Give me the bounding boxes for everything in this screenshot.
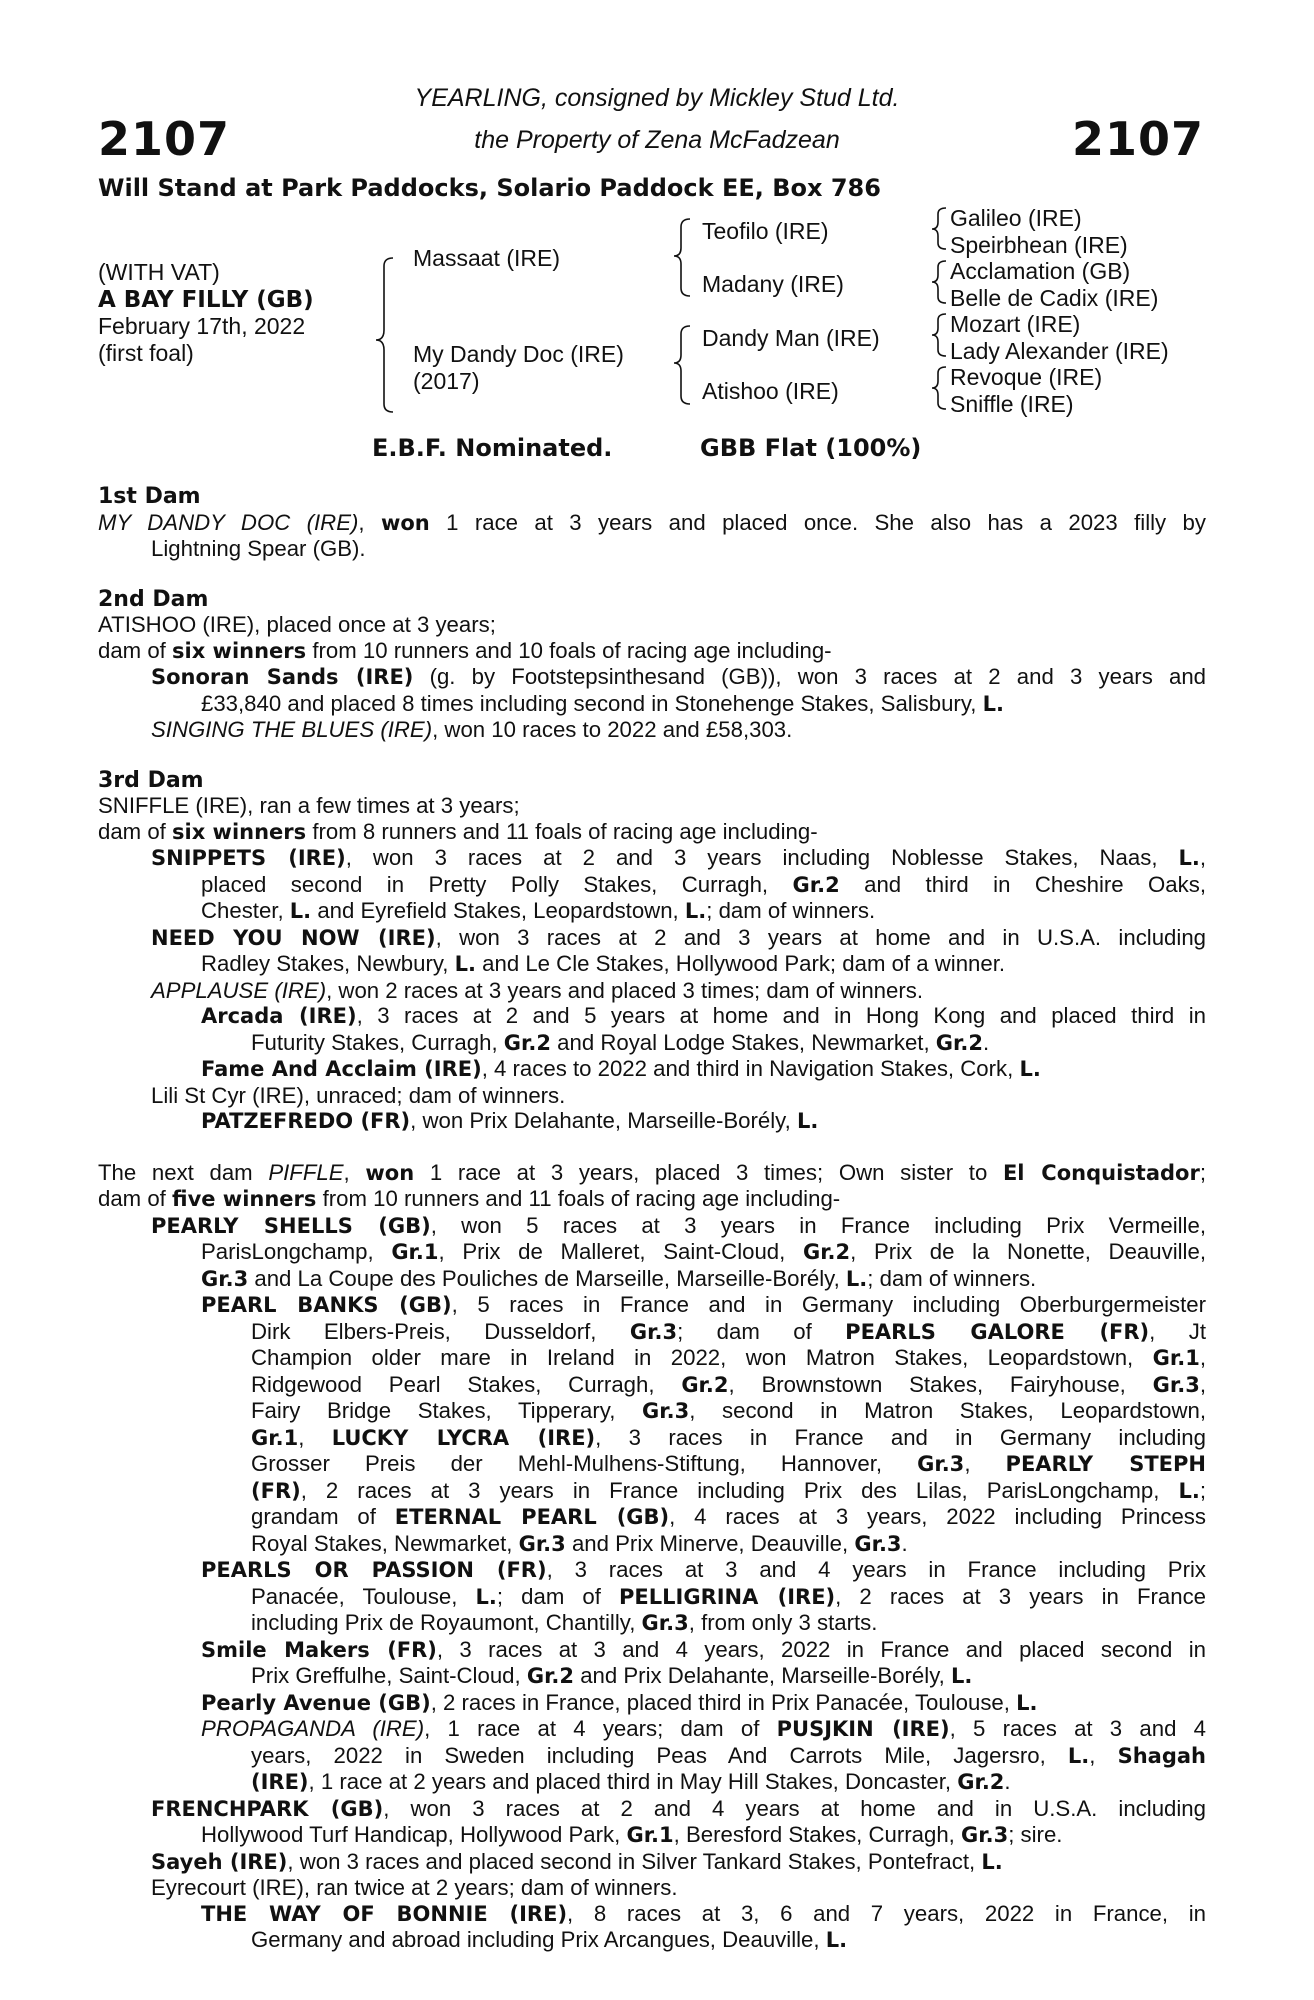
- second-dam-line: dam of six winners from 10 runners and 10 foals of racing age including-: [98, 637, 832, 663]
- next-dam-line: PEARLY SHELLS (GB), won 5 races at 3 years in France including Prix Vermeille,: [151, 1212, 1206, 1238]
- third-dam-line: Lili St Cyr (IRE), unraced; dam of winners.: [151, 1082, 566, 1108]
- third-dam-line: Fame And Acclaim (IRE), 4 races to 2022 and third in Navigation Stakes, Cork, L.: [201, 1056, 1041, 1081]
- ancestor: Acclamation (GB): [950, 258, 1131, 284]
- foal-note: (first foal): [98, 340, 194, 366]
- third-dam-line: PATZEFREDO (FR), won Prix Delahante, Marseille-Borély, L.: [201, 1108, 819, 1133]
- dam: My Dandy Doc (IRE): [413, 341, 624, 367]
- next-dam-line: grandam of ETERNAL PEARL (GB), 4 races at 3 years, 2022 including Princess: [251, 1504, 1206, 1529]
- next-dam-line: Dirk Elbers-Preis, Dusseldorf, Gr.3; dam of PEARLS GALORE (FR), Jt: [251, 1318, 1206, 1344]
- next-dam-line: Sayeh (IRE), won 3 races and placed second in Silver Tankard Stakes, Pontefract, L.: [151, 1848, 1003, 1874]
- stabling-location: Will Stand at Park Paddocks, Solario Paddock EE, Box 786: [98, 174, 881, 202]
- next-dam-line: Panacée, Toulouse, L.; dam of PELLIGRINA (IRE), 2 races at 3 years in France: [251, 1583, 1207, 1609]
- next-dam-line: FRENCHPARK (GB), won 3 races at 2 and 4 years at home and in U.S.A. including: [151, 1795, 1206, 1821]
- first-dam-heading: 1st Dam: [98, 484, 201, 509]
- second-dam-line: £33,840 and placed 8 times including second in Stonehenge Stakes, Salisbury, L.: [201, 690, 1004, 716]
- next-dam-line: Gr.1, LUCKY LYCRA (IRE), 3 races in France and in Germany including: [251, 1424, 1206, 1450]
- next-dam-line: Germany and abroad including Prix Arcangues, Deauville, L.: [251, 1927, 848, 1952]
- next-dam-line: PEARLS OR PASSION (FR), 3 races at 3 and 4 years in France including Prix: [201, 1557, 1207, 1582]
- next-dam-line: including Prix de Royaumont, Chantilly, Gr.3, from only 3 starts.: [251, 1610, 878, 1635]
- lot-number-left: 2107: [98, 112, 231, 166]
- second-dam-line: SINGING THE BLUES (IRE), won 10 races to 2022 and £58,303.: [151, 717, 793, 742]
- next-dam-line: Hollywood Turf Handicap, Hollywood Park, Gr.1, Beresford Stakes, Curragh, Gr.3; sire.: [201, 1822, 1063, 1847]
- ancestor: Sniffle (IRE): [950, 391, 1074, 417]
- third-dam-line: SNIFFLE (IRE), ran a few times at 3 years;: [98, 793, 520, 818]
- next-dam-line: Champion older mare in Ireland in 2022, won Matron Stakes, Leopardstown, Gr.1,: [251, 1345, 1206, 1370]
- next-dam-line: Pearly Avenue (GB), 2 races in France, placed third in Prix Panacée, Toulouse, L.: [201, 1689, 1038, 1715]
- next-dam-line: (IRE), 1 race at 2 years and placed third in May Hill Stakes, Doncaster, Gr.2.: [251, 1769, 1011, 1794]
- third-dam-line: dam of six winners from 8 runners and 11 foals of racing age including-: [98, 818, 818, 844]
- gbb-badge: GBB Flat (100%): [700, 434, 922, 462]
- ebf-badge: E.B.F. Nominated.: [372, 434, 613, 462]
- ancestor: Lady Alexander (IRE): [950, 338, 1169, 364]
- next-dam-line: Royal Stakes, Newmarket, Gr.3 and Prix Minerve, Deauville, Gr.3.: [251, 1530, 908, 1556]
- third-dam-line: APPLAUSE (IRE), won 2 races at 3 years and placed 3 times; dam of winners.: [151, 977, 923, 1003]
- ancestor: Mozart (IRE): [950, 311, 1081, 337]
- foaling-date: February 17th, 2022: [98, 313, 306, 339]
- next-dam-line: ParisLongchamp, Gr.1, Prix de Malleret, Saint-Cloud, Gr.2, Prix de la Nonette, Deauville,: [201, 1239, 1206, 1264]
- next-dam-line: PEARL BANKS (GB), 5 races in France and in Germany including Oberburgermeister: [201, 1292, 1206, 1317]
- dam-sire: Dandy Man (IRE): [702, 325, 880, 351]
- next-dam-line: Fairy Bridge Stakes, Tipperary, Gr.3, second in Matron Stakes, Leopardstown,: [251, 1398, 1206, 1423]
- next-dam-line: Gr.3 and La Coupe des Pouliches de Marseille, Marseille-Borély, L.; dam of winners.: [201, 1265, 1037, 1291]
- third-dam-line: NEED YOU NOW (IRE), won 3 races at 2 and 3 years at home and in U.S.A. including: [151, 924, 1207, 950]
- consignment-line: YEARLING, consigned by Mickley Stud Ltd.: [414, 84, 900, 112]
- horse-name: A BAY FILLY (GB): [98, 287, 314, 313]
- sire-dam: Madany (IRE): [702, 271, 844, 297]
- next-dam-line: THE WAY OF BONNIE (IRE), 8 races at 3, 6 and 7 years, 2022 in France, in: [201, 1900, 1206, 1926]
- second-dam-line: ATISHOO (IRE), placed once at 3 years;: [98, 612, 496, 637]
- third-dam-line: placed second in Pretty Polly Stakes, Curragh, Gr.2 and third in Cheshire Oaks,: [201, 871, 1206, 897]
- third-dam-heading: 3rd Dam: [98, 767, 204, 793]
- sire-sire: Teofilo (IRE): [702, 218, 829, 244]
- third-dam-line: SNIPPETS (IRE), won 3 races at 2 and 3 years including Noblesse Stakes, Naas, L.,: [151, 845, 1206, 870]
- first-dam-line: MY DANDY DOC (IRE), won 1 race at 3 years and placed once. She also has a 2023 filly by: [98, 509, 1206, 535]
- dam-dam: Atishoo (IRE): [702, 378, 839, 404]
- second-dam-heading: 2nd Dam: [98, 586, 209, 612]
- third-dam-line: Radley Stakes, Newbury, L. and Le Cle Stakes, Hollywood Park; dam of a winner.: [201, 951, 1006, 976]
- next-dam-line: Ridgewood Pearl Stakes, Curragh, Gr.2, Brownstown Stakes, Fairyhouse, Gr.3,: [251, 1371, 1206, 1397]
- property-line: the Property of Zena McFadzean: [474, 126, 840, 154]
- next-dam-line: Prix Greffulhe, Saint-Cloud, Gr.2 and Prix Delahante, Marseille-Borély, L.: [251, 1663, 973, 1688]
- next-dam-line: Grosser Preis der Mehl-Mulhens-Stiftung, Hannover, Gr.3, PEARLY STEPH: [251, 1451, 1206, 1476]
- ancestor: Speirbhean (IRE): [950, 232, 1128, 258]
- ancestor: Belle de Cadix (IRE): [950, 285, 1159, 311]
- ancestor: Galileo (IRE): [950, 205, 1082, 231]
- pedigree-braces: [0, 0, 1314, 430]
- lot-number-right: 2107: [1071, 112, 1204, 166]
- catalogue-body: [98, 484, 1206, 1954]
- dam-year: (2017): [413, 368, 480, 394]
- first-dam-line: Lightning Spear (GB).: [151, 536, 366, 561]
- next-dam-line: dam of five winners from 10 runners and 11 foals of racing age including-: [98, 1186, 841, 1211]
- third-dam-line: Chester, L. and Eyrefield Stakes, Leopardstown, L.; dam of winners.: [201, 898, 876, 923]
- sire: Massaat (IRE): [413, 245, 560, 271]
- next-dam-line: Smile Makers (FR), 3 races at 3 and 4 years, 2022 in France and placed second in: [201, 1636, 1206, 1662]
- third-dam-line: Arcada (IRE), 3 races at 2 and 5 years at home and in Hong Kong and placed third in: [201, 1003, 1206, 1028]
- third-dam-line: Futurity Stakes, Curragh, Gr.2 and Royal Lodge Stakes, Newmarket, Gr.2.: [251, 1029, 990, 1055]
- vat-note: (WITH VAT): [98, 259, 220, 285]
- next-dam-line: Eyrecourt (IRE), ran twice at 2 years; dam of winners.: [151, 1875, 678, 1900]
- next-dam-line: years, 2022 in Sweden including Peas And Carrots Mile, Jagersro, L., Shagah: [251, 1742, 1206, 1768]
- next-dam-line: PROPAGANDA (IRE), 1 race at 4 years; dam of PUSJKIN (IRE), 5 races at 3 and 4: [201, 1716, 1206, 1741]
- second-dam-line: Sonoran Sands (IRE) (g. by Footstepsinthesand (GB)), won 3 races at 2 and 3 years and: [151, 664, 1206, 689]
- next-dam-line: The next dam PIFFLE, won 1 race at 3 years, placed 3 times; Own sister to El Conquistador;: [98, 1159, 1206, 1185]
- ancestor: Revoque (IRE): [950, 364, 1103, 390]
- next-dam-line: (FR), 2 races at 3 years in France including Prix des Lilas, ParisLongchamp, L.;: [251, 1477, 1206, 1503]
